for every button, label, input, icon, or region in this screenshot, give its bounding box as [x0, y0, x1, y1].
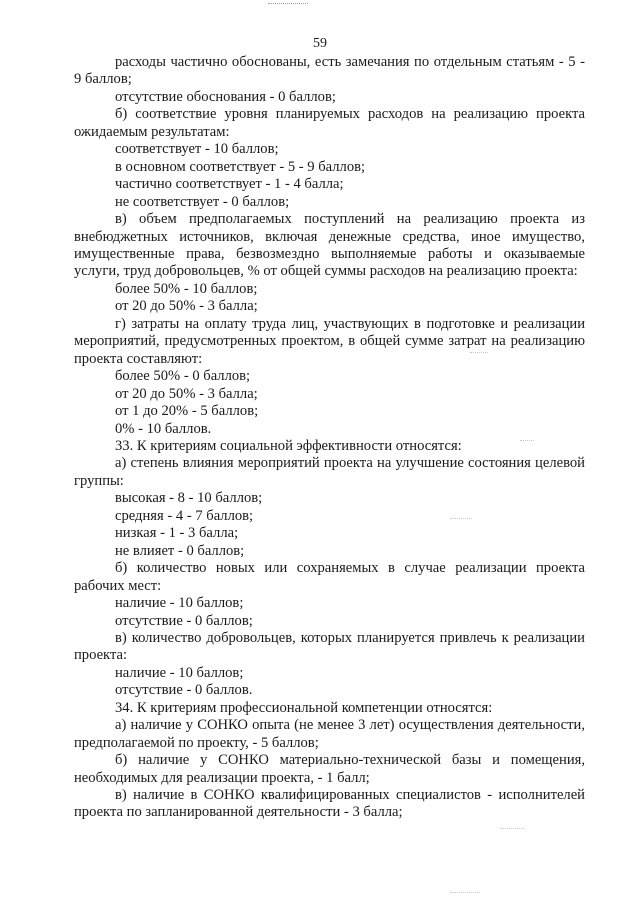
text-line: наличие - 10 баллов; [115, 664, 244, 681]
section-heading: 33. К критериям социальной эффективности относятся: [115, 437, 462, 454]
scan-speck [450, 518, 472, 520]
section-heading: 34. К критериям профессиональной компетенции относятся: [115, 699, 493, 716]
paragraph: г) затраты на оплату труда лиц, участвующих в подготовке и реализации мероприятий, предусмотренных проектом, в общей сумме затрат на реализацию проекта составляют: [74, 315, 585, 367]
text-line: отсутствие обоснования - 0 баллов; [115, 88, 336, 105]
paragraph: в) объем предполагаемых поступлений на реализацию проекта из внебюджетных источников, включая денежные средства, иное имущество, имущественные права, безвозмездно выполняемые работы и оказываемые услуги, труд добровольцев, % от общей суммы расходов на реализацию проекта: [74, 211, 585, 280]
text-line: более 50% - 10 баллов; [115, 280, 258, 297]
text-line: наличие - 10 баллов; [115, 595, 244, 612]
paragraph: а) степень влияния мероприятий проекта на улучшение состояния целевой группы: [74, 455, 585, 489]
document-body [74, 54, 585, 822]
text-line: частично соответствует - 1 - 4 балла; [115, 176, 344, 193]
text-line: отсутствие - 0 баллов; [115, 612, 253, 629]
paragraph: б) соответствие уровня планируемых расходов на реализацию проекта ожидаемым результатам: [74, 106, 585, 140]
text-line: более 50% - 0 баллов; [115, 368, 251, 385]
paragraph: б) количество новых или сохраняемых в случае реализации проекта рабочих мест: [74, 560, 585, 594]
text-line: низкая - 1 - 3 балла; [115, 525, 239, 542]
paragraph: а) наличие у СОНКО опыта (не менее 3 лет) осуществления деятельности, предполагаемой по проекту, - 5 баллов; [74, 717, 585, 751]
page-number: 59 [313, 36, 327, 51]
scan-artifact [268, 3, 308, 4]
text-line: средняя - 4 - 7 баллов; [115, 507, 254, 524]
text-line: от 20 до 50% - 3 балла; [115, 298, 258, 315]
text-line: высокая - 8 - 10 баллов; [115, 490, 263, 507]
text-line: не влияет - 0 баллов; [115, 542, 245, 559]
text-line: от 20 до 50% - 3 балла; [115, 385, 258, 402]
text-line: соответствует - 10 баллов; [115, 141, 279, 158]
text-line: 0% - 10 баллов. [115, 420, 212, 437]
text-line: отсутствие - 0 баллов. [115, 682, 253, 699]
scan-speck [520, 440, 534, 442]
scan-speck [500, 828, 524, 830]
text-line: в основном соответствует - 5 - 9 баллов; [115, 158, 366, 175]
paragraph: в) количество добровольцев, которых планируется привлечь к реализации проекта: [74, 629, 585, 664]
text-line: от 1 до 20% - 5 баллов; [115, 403, 259, 420]
paragraph: в) наличие в СОНКО квалифицированных специалистов - исполнителей проекта по запланированной деятельности - 3 балла; [74, 787, 585, 821]
text-line: не соответствует - 0 баллов; [115, 193, 290, 210]
scan-speck [470, 352, 488, 354]
paragraph: расходы частично обоснованы, есть замечания по отдельным статьям - 5 - 9 баллов; [74, 54, 585, 88]
scan-speck [450, 892, 480, 894]
paragraph: б) наличие у СОНКО материально-технической базы и помещения, необходимых для реализации проекта, - 1 балл; [74, 752, 585, 786]
